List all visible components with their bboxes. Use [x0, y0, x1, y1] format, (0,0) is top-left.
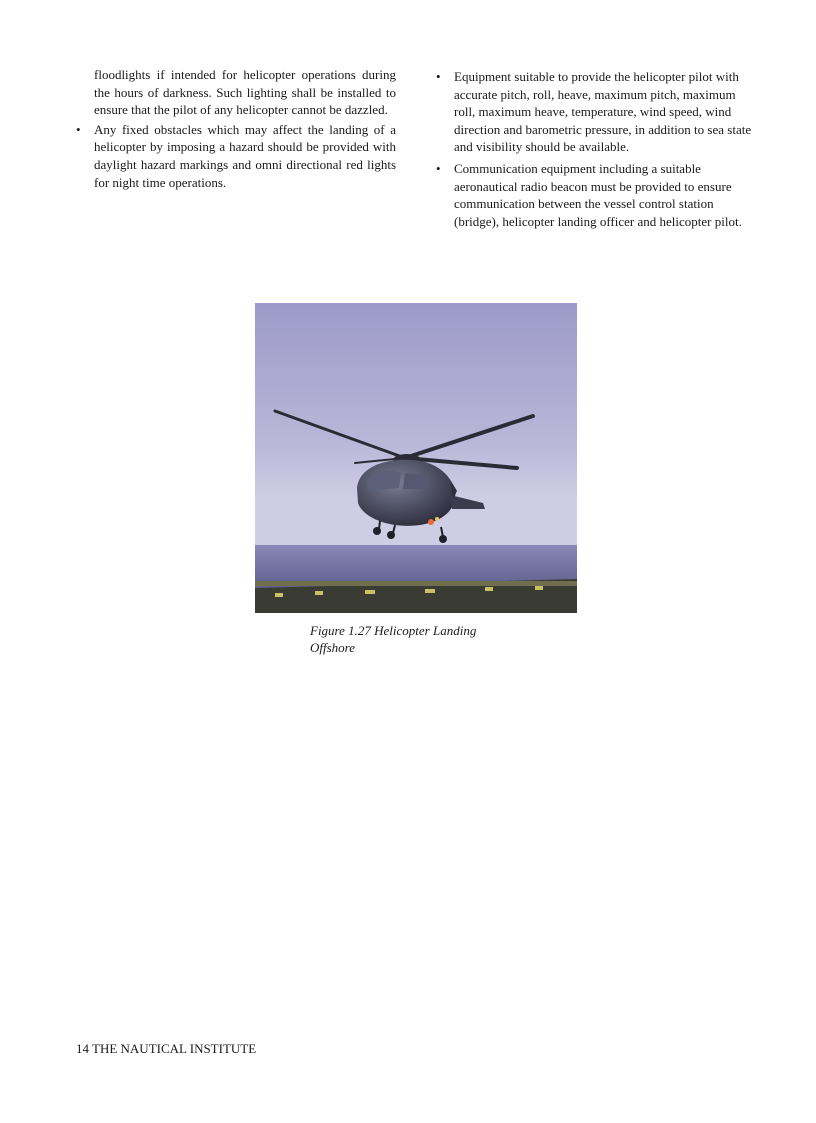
right-column [436, 66, 752, 230]
left-column [76, 66, 396, 191]
bullet-marker: • [76, 121, 81, 137]
continued-paragraph: floodlights if intended for helicopter operations during the hours of darkness. Such lighting shall be installed to ensure that the pilot of any helicopter cannot be dazzled. [94, 67, 396, 118]
helicopter-photo [255, 303, 577, 613]
page-footer: 14 THE NAUTICAL INSTITUTE [76, 1041, 257, 1056]
list-item [76, 121, 396, 191]
list-item [436, 160, 752, 230]
bullet-marker: • [436, 69, 441, 84]
bullet-marker: • [436, 160, 441, 176]
list-item-text: Equipment suitable to provide the helicopter pilot with accurate pitch, roll, heave, maximum pitch, maximum roll, maximum heave, temperature, wind speed, wind direction and barometric pressure, in addition to sea state and visibility should be available. [454, 69, 752, 155]
list-item [436, 68, 752, 156]
helicopter-illustration [255, 303, 577, 613]
figure-caption: Figure 1.27 Helicopter Landing Offshore [310, 623, 477, 655]
list-item-text: Any fixed obstacles which may affect the landing of a helicopter by imposing a hazard should be provided with daylight hazard markings and omni directional red lights for night time operations. [94, 121, 396, 190]
list-item-text: Communication equipment including a suitable aeronautical radio beacon must be provided to ensure communication between the vessel control station (bridge), helicopter landing officer and helicopter pilot. [454, 160, 742, 229]
